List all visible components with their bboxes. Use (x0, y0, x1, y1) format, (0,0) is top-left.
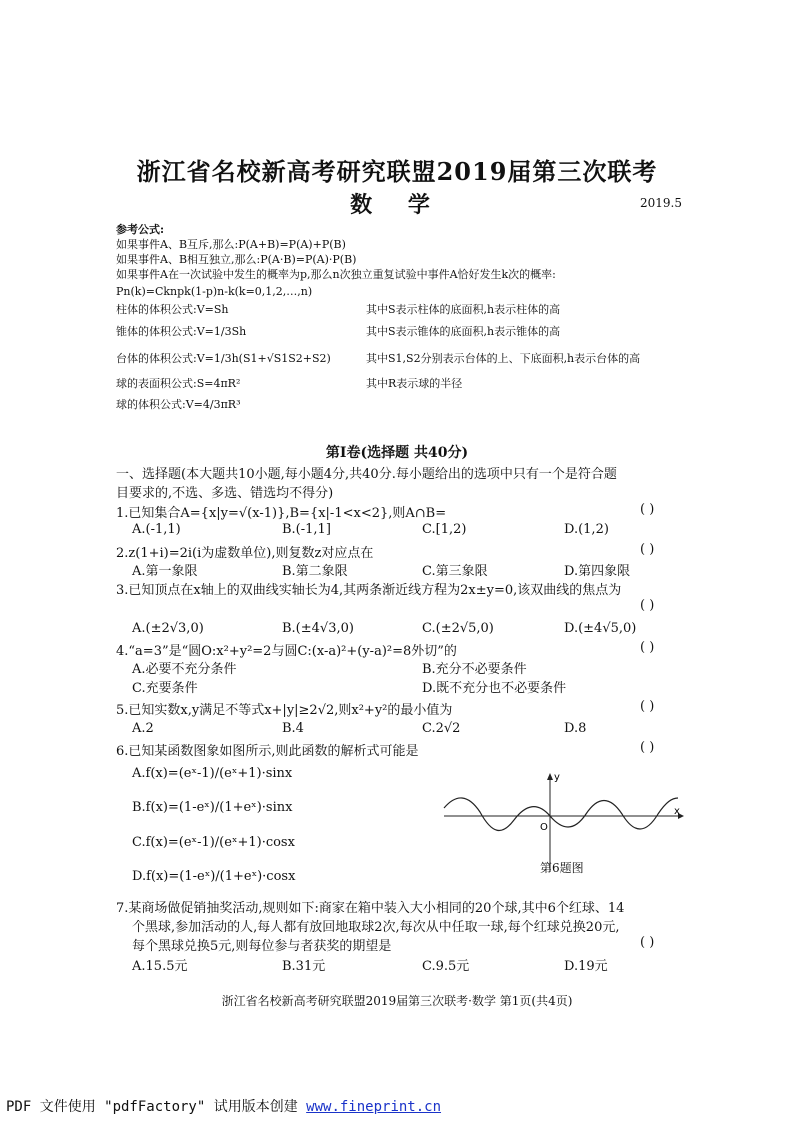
pdf-note (6, 1096, 441, 1116)
answer-paren: ( ) (640, 502, 655, 517)
formula-left: 球的表面积公式:S=4πR² (116, 377, 241, 390)
option-c: C.9.5元 (422, 959, 470, 974)
formula-left: 锥体的体积公式:V=1/3Sh (116, 325, 247, 338)
option-b: B.4 (282, 721, 304, 736)
option-d: D.19元 (564, 959, 608, 974)
option-b: B.第二象限 (282, 564, 348, 579)
formula-right: 其中S1,S2分别表示台体的上、下底面积,h表示台体的高 (366, 352, 641, 365)
option-c: C.第三象限 (422, 564, 488, 579)
fineprint-link[interactable]: www.fineprint.cn (306, 1099, 442, 1115)
option-a: A.2 (132, 721, 154, 736)
option-a: A.必要不充分条件 (132, 662, 237, 677)
option-a: A.第一象限 (132, 564, 198, 579)
section-title: 第Ⅰ卷(选择题 共40分) (325, 445, 469, 461)
pdf-note-text: PDF 文件使用 "pdfFactory" 试用版本创建 (6, 1099, 307, 1115)
option-b: B.(±4√3,0) (282, 621, 354, 636)
answer-paren: ( ) (640, 699, 655, 714)
option-a: A.(-1,1) (132, 522, 181, 537)
formula-left: 柱体的体积公式:V=Sh (116, 303, 229, 316)
option-d: D.8 (564, 721, 587, 736)
formula-right: 其中R表示球的半径 (366, 377, 463, 390)
formula-heading: 参考公式: (116, 223, 165, 236)
option-d: D.第四象限 (564, 564, 631, 579)
answer-paren: ( ) (640, 740, 655, 755)
option-d: D.f(x)=(1-eˣ)/(1+eˣ)·cosx (132, 869, 296, 884)
section-intro: 目要求的,不选、多选、错选均不得分) (116, 486, 334, 501)
option-a: A.(±2√3,0) (132, 621, 204, 636)
figure-caption: 第6题图 (540, 861, 584, 875)
exam-date: 2019.5 (640, 196, 682, 210)
option-c: C.[1,2) (422, 522, 467, 537)
option-c: C.充要条件 (132, 681, 198, 696)
question-stem: 2.z(1+i)=2i(i为虚数单位),则复数z对应点在 (116, 546, 374, 561)
question-stem: 4.“a=3”是“圆O:x²+y²=2与圆C:(x-a)²+(y-a)²=8外切”的 (116, 644, 457, 659)
option-c: C.(±2√5,0) (422, 621, 494, 636)
option-d: D.(1,2) (564, 522, 609, 537)
formula-line: 如果事件A、B互斥,那么:P(A+B)=P(A)+P(B) (116, 238, 346, 251)
option-b: B.充分不必要条件 (422, 662, 527, 677)
axis-y-label: y (554, 772, 560, 783)
answer-paren: ( ) (640, 598, 655, 613)
answer-paren: ( ) (640, 640, 655, 655)
option-a: A.15.5元 (132, 959, 188, 974)
page-title: 浙江省名校新高考研究联盟2019届第三次联考 (136, 157, 658, 186)
question-stem: 每个黑球兑换5元,则每位参与者获奖的期望是 (132, 939, 392, 954)
page-footer: 浙江省名校新高考研究联盟2019届第三次联考·数学 第1页(共4页) (221, 994, 573, 1008)
formula-left: 台体的体积公式:V=1/3h(S1+√S1S2+S2) (116, 352, 331, 365)
answer-paren: ( ) (640, 935, 655, 950)
option-a: A.f(x)=(eˣ-1)/(eˣ+1)·sinx (132, 766, 293, 781)
formula-line: 如果事件A在一次试验中发生的概率为p,那么n次独立重复试验中事件A恰好发生k次的概率: (116, 268, 556, 281)
option-b: B.f(x)=(1-eˣ)/(1+eˣ)·sinx (132, 800, 293, 815)
y-axis-arrow-icon (547, 773, 553, 780)
option-b: B.(-1,1] (282, 522, 331, 537)
option-d: D.既不充分也不必要条件 (422, 681, 567, 696)
formula-right: 其中S表示锥体的底面积,h表示锥体的高 (366, 325, 561, 338)
formula-line: Pn(k)=Cknpk(1-p)n-k(k=0,1,2,…,n) (116, 285, 313, 298)
question-stem: 6.已知某函数图象如图所示,则此函数的解析式可能是 (116, 744, 419, 759)
formula-right: 其中S表示柱体的底面积,h表示柱体的高 (366, 303, 561, 316)
formula-left: 球的体积公式:V=4/3πR³ (116, 398, 241, 411)
question-stem: 1.已知集合A={x|y=√(x-1)},B={x|-1<x<2},则A∩B= (116, 506, 447, 521)
formula-line: 如果事件A、B相互独立,那么:P(A·B)=P(A)·P(B) (116, 253, 357, 266)
function-curve (444, 798, 678, 831)
subject-title: 数 学 (350, 192, 444, 218)
question-stem: 5.已知实数x,y满足不等式x+|y|≥2√2,则x²+y²的最小值为 (116, 703, 453, 718)
origin-label: O (540, 822, 548, 833)
axis-x-label: x (674, 806, 680, 817)
question-stem: 个黑球,参加活动的人,每人都有放回地取球2次,每次从中任取一球,每个红球兑换20元, (132, 920, 620, 935)
option-c: C.2√2 (422, 721, 461, 736)
option-b: B.31元 (282, 959, 326, 974)
answer-paren: ( ) (640, 542, 655, 557)
option-d: D.(±4√5,0) (564, 621, 637, 636)
option-c: C.f(x)=(eˣ-1)/(eˣ+1)·cosx (132, 835, 295, 850)
section-intro: 一、选择题(本大题共10小题,每小题4分,共40分.每小题给出的选项中只有一个是符合题 (116, 467, 617, 482)
question-stem: 7.某商场做促销抽奖活动,规则如下:商家在箱中装入大小相同的20个球,其中6个红球、14 (116, 901, 625, 916)
question-stem: 3.已知顶点在x轴上的双曲线实轴长为4,其两条渐近线方程为2x±y=0,该双曲线的焦点为 (116, 583, 622, 598)
